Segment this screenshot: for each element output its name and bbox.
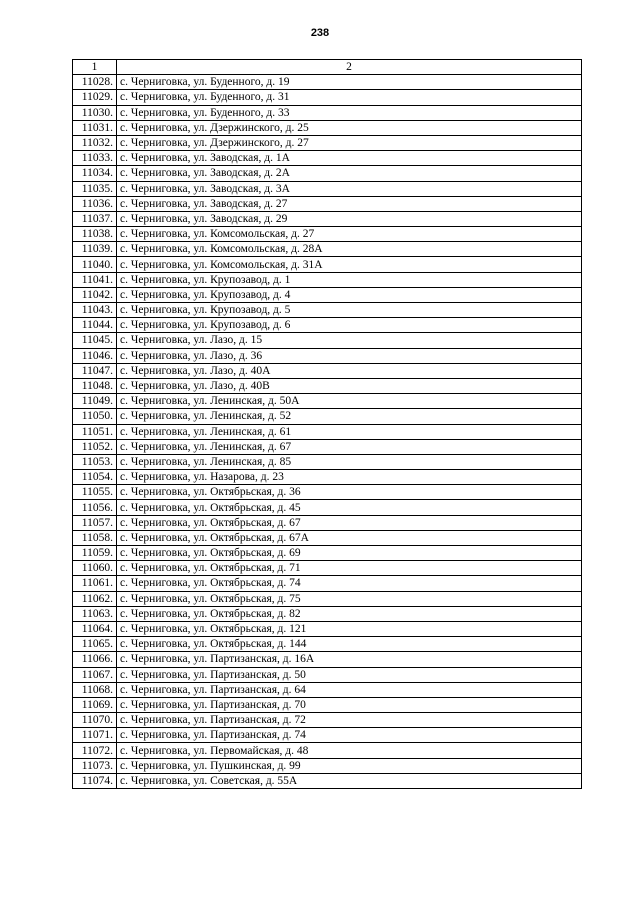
row-address: с. Черниговка, ул. Советская, д. 55А (117, 773, 582, 788)
row-number: 11034. (73, 166, 117, 181)
row-address: с. Черниговка, ул. Крупозавод, д. 4 (117, 287, 582, 302)
row-address: с. Черниговка, ул. Лазо, д. 15 (117, 333, 582, 348)
table-row (73, 303, 582, 318)
table-row (73, 454, 582, 469)
row-number: 11035. (73, 181, 117, 196)
row-address: с. Черниговка, ул. Ленинская, д. 67 (117, 439, 582, 454)
row-number: 11046. (73, 348, 117, 363)
table-row (73, 485, 582, 500)
table-row (73, 743, 582, 758)
table-row (73, 424, 582, 439)
table-row (73, 409, 582, 424)
table-row (73, 120, 582, 135)
table-row (73, 363, 582, 378)
table-row (73, 606, 582, 621)
row-address: с. Черниговка, ул. Партизанская, д. 74 (117, 728, 582, 743)
table-row (73, 166, 582, 181)
row-address: с. Черниговка, ул. Комсомольская, д. 28А (117, 242, 582, 257)
row-number: 11045. (73, 333, 117, 348)
row-number: 11057. (73, 515, 117, 530)
row-number: 11073. (73, 758, 117, 773)
row-number: 11028. (73, 75, 117, 90)
row-number: 11039. (73, 242, 117, 257)
row-number: 11053. (73, 454, 117, 469)
row-number: 11043. (73, 303, 117, 318)
table-row (73, 758, 582, 773)
row-address: с. Черниговка, ул. Буденного, д. 33 (117, 105, 582, 120)
row-address: с. Черниговка, ул. Комсомольская, д. 31А (117, 257, 582, 272)
row-address: с. Черниговка, ул. Буденного, д. 31 (117, 90, 582, 105)
row-address: с. Черниговка, ул. Октябрьская, д. 69 (117, 546, 582, 561)
table-body (73, 75, 582, 789)
row-address: с. Черниговка, ул. Лазо, д. 40В (117, 378, 582, 393)
row-number: 11055. (73, 485, 117, 500)
row-address: с. Черниговка, ул. Октябрьская, д. 36 (117, 485, 582, 500)
row-number: 11032. (73, 135, 117, 150)
row-number: 11071. (73, 728, 117, 743)
row-address: с. Черниговка, ул. Партизанская, д. 70 (117, 697, 582, 712)
table-row (73, 227, 582, 242)
row-address: с. Черниговка, ул. Заводская, д. 1А (117, 151, 582, 166)
row-number: 11050. (73, 409, 117, 424)
row-address: с. Черниговка, ул. Заводская, д. 3А (117, 181, 582, 196)
table-row (73, 257, 582, 272)
row-number: 11041. (73, 272, 117, 287)
table-row (73, 697, 582, 712)
table-row (73, 196, 582, 211)
table-row (73, 90, 582, 105)
row-address: с. Черниговка, ул. Октябрьская, д. 45 (117, 500, 582, 515)
row-number: 11042. (73, 287, 117, 302)
row-address: с. Черниговка, ул. Октябрьская, д. 75 (117, 591, 582, 606)
row-address: с. Черниговка, ул. Крупозавод, д. 5 (117, 303, 582, 318)
table-row (73, 318, 582, 333)
table-row (73, 181, 582, 196)
row-address: с. Черниговка, ул. Буденного, д. 19 (117, 75, 582, 90)
row-address: с. Черниговка, ул. Октябрьская, д. 82 (117, 606, 582, 621)
table-row (73, 105, 582, 120)
row-number: 11036. (73, 196, 117, 211)
table-row (73, 667, 582, 682)
table-row (73, 637, 582, 652)
row-address: с. Черниговка, ул. Октябрьская, д. 71 (117, 561, 582, 576)
table-row (73, 682, 582, 697)
row-address: с. Черниговка, ул. Октябрьская, д. 74 (117, 576, 582, 591)
row-number: 11049. (73, 394, 117, 409)
row-number: 11044. (73, 318, 117, 333)
row-number: 11063. (73, 606, 117, 621)
row-address: с. Черниговка, ул. Ленинская, д. 50А (117, 394, 582, 409)
table-row (73, 378, 582, 393)
table-row (73, 470, 582, 485)
table-row (73, 500, 582, 515)
row-number: 11029. (73, 90, 117, 105)
table-header (73, 60, 582, 75)
row-address: с. Черниговка, ул. Ленинская, д. 85 (117, 454, 582, 469)
table-row (73, 333, 582, 348)
row-number: 11060. (73, 561, 117, 576)
row-address: с. Черниговка, ул. Дзержинского, д. 25 (117, 120, 582, 135)
row-number: 11031. (73, 120, 117, 135)
row-number: 11056. (73, 500, 117, 515)
row-number: 11072. (73, 743, 117, 758)
row-number: 11047. (73, 363, 117, 378)
row-number: 11070. (73, 713, 117, 728)
row-number: 11030. (73, 105, 117, 120)
row-address: с. Черниговка, ул. Назарова, д. 23 (117, 470, 582, 485)
address-table (72, 59, 582, 789)
table-row (73, 242, 582, 257)
row-number: 11074. (73, 773, 117, 788)
row-number: 11068. (73, 682, 117, 697)
column-header-1: 1 (73, 60, 117, 75)
row-number: 11051. (73, 424, 117, 439)
row-address: с. Черниговка, ул. Заводская, д. 2А (117, 166, 582, 181)
table-row (73, 546, 582, 561)
table-row (73, 576, 582, 591)
row-address: с. Черниговка, ул. Комсомольская, д. 27 (117, 227, 582, 242)
row-number: 11040. (73, 257, 117, 272)
table-row (73, 439, 582, 454)
row-number: 11058. (73, 530, 117, 545)
row-number: 11066. (73, 652, 117, 667)
row-number: 11067. (73, 667, 117, 682)
table-row (73, 713, 582, 728)
table-row (73, 272, 582, 287)
row-address: с. Черниговка, ул. Крупозавод, д. 1 (117, 272, 582, 287)
table-row (73, 591, 582, 606)
row-address: с. Черниговка, ул. Ленинская, д. 61 (117, 424, 582, 439)
row-address: с. Черниговка, ул. Партизанская, д. 16А (117, 652, 582, 667)
table-row (73, 621, 582, 636)
page-number: 238 (310, 27, 330, 39)
row-address: с. Черниговка, ул. Пушкинская, д. 99 (117, 758, 582, 773)
row-address: с. Черниговка, ул. Лазо, д. 40А (117, 363, 582, 378)
row-address: с. Черниговка, ул. Ленинская, д. 52 (117, 409, 582, 424)
row-address: с. Черниговка, ул. Партизанская, д. 64 (117, 682, 582, 697)
row-address: с. Черниговка, ул. Октябрьская, д. 144 (117, 637, 582, 652)
row-number: 11065. (73, 637, 117, 652)
row-number: 11048. (73, 378, 117, 393)
table-row (73, 530, 582, 545)
table-row (73, 394, 582, 409)
row-address: с. Черниговка, ул. Партизанская, д. 72 (117, 713, 582, 728)
row-address: с. Черниговка, ул. Заводская, д. 29 (117, 211, 582, 226)
row-number: 11037. (73, 211, 117, 226)
row-address: с. Черниговка, ул. Партизанская, д. 50 (117, 667, 582, 682)
row-address: с. Черниговка, ул. Октябрьская, д. 67 (117, 515, 582, 530)
table-row (73, 652, 582, 667)
table-row (73, 135, 582, 150)
row-number: 11069. (73, 697, 117, 712)
table-row (73, 287, 582, 302)
row-number: 11062. (73, 591, 117, 606)
column-header-2: 2 (117, 60, 582, 75)
table-row (73, 75, 582, 90)
table-row (73, 151, 582, 166)
row-address: с. Черниговка, ул. Крупозавод, д. 6 (117, 318, 582, 333)
row-address: с. Черниговка, ул. Лазо, д. 36 (117, 348, 582, 363)
row-address: с. Черниговка, ул. Октябрьская, д. 121 (117, 621, 582, 636)
table-row (73, 728, 582, 743)
table-row (73, 773, 582, 788)
table-row (73, 211, 582, 226)
row-address: с. Черниговка, ул. Первомайская, д. 48 (117, 743, 582, 758)
row-number: 11064. (73, 621, 117, 636)
row-address: с. Черниговка, ул. Заводская, д. 27 (117, 196, 582, 211)
table-row (73, 561, 582, 576)
table-row (73, 515, 582, 530)
row-number: 11038. (73, 227, 117, 242)
row-address: с. Черниговка, ул. Октябрьская, д. 67А (117, 530, 582, 545)
row-number: 11059. (73, 546, 117, 561)
header-row (73, 60, 582, 75)
row-number: 11061. (73, 576, 117, 591)
row-number: 11052. (73, 439, 117, 454)
row-number: 11054. (73, 470, 117, 485)
row-address: с. Черниговка, ул. Дзержинского, д. 27 (117, 135, 582, 150)
row-number: 11033. (73, 151, 117, 166)
table-row (73, 348, 582, 363)
